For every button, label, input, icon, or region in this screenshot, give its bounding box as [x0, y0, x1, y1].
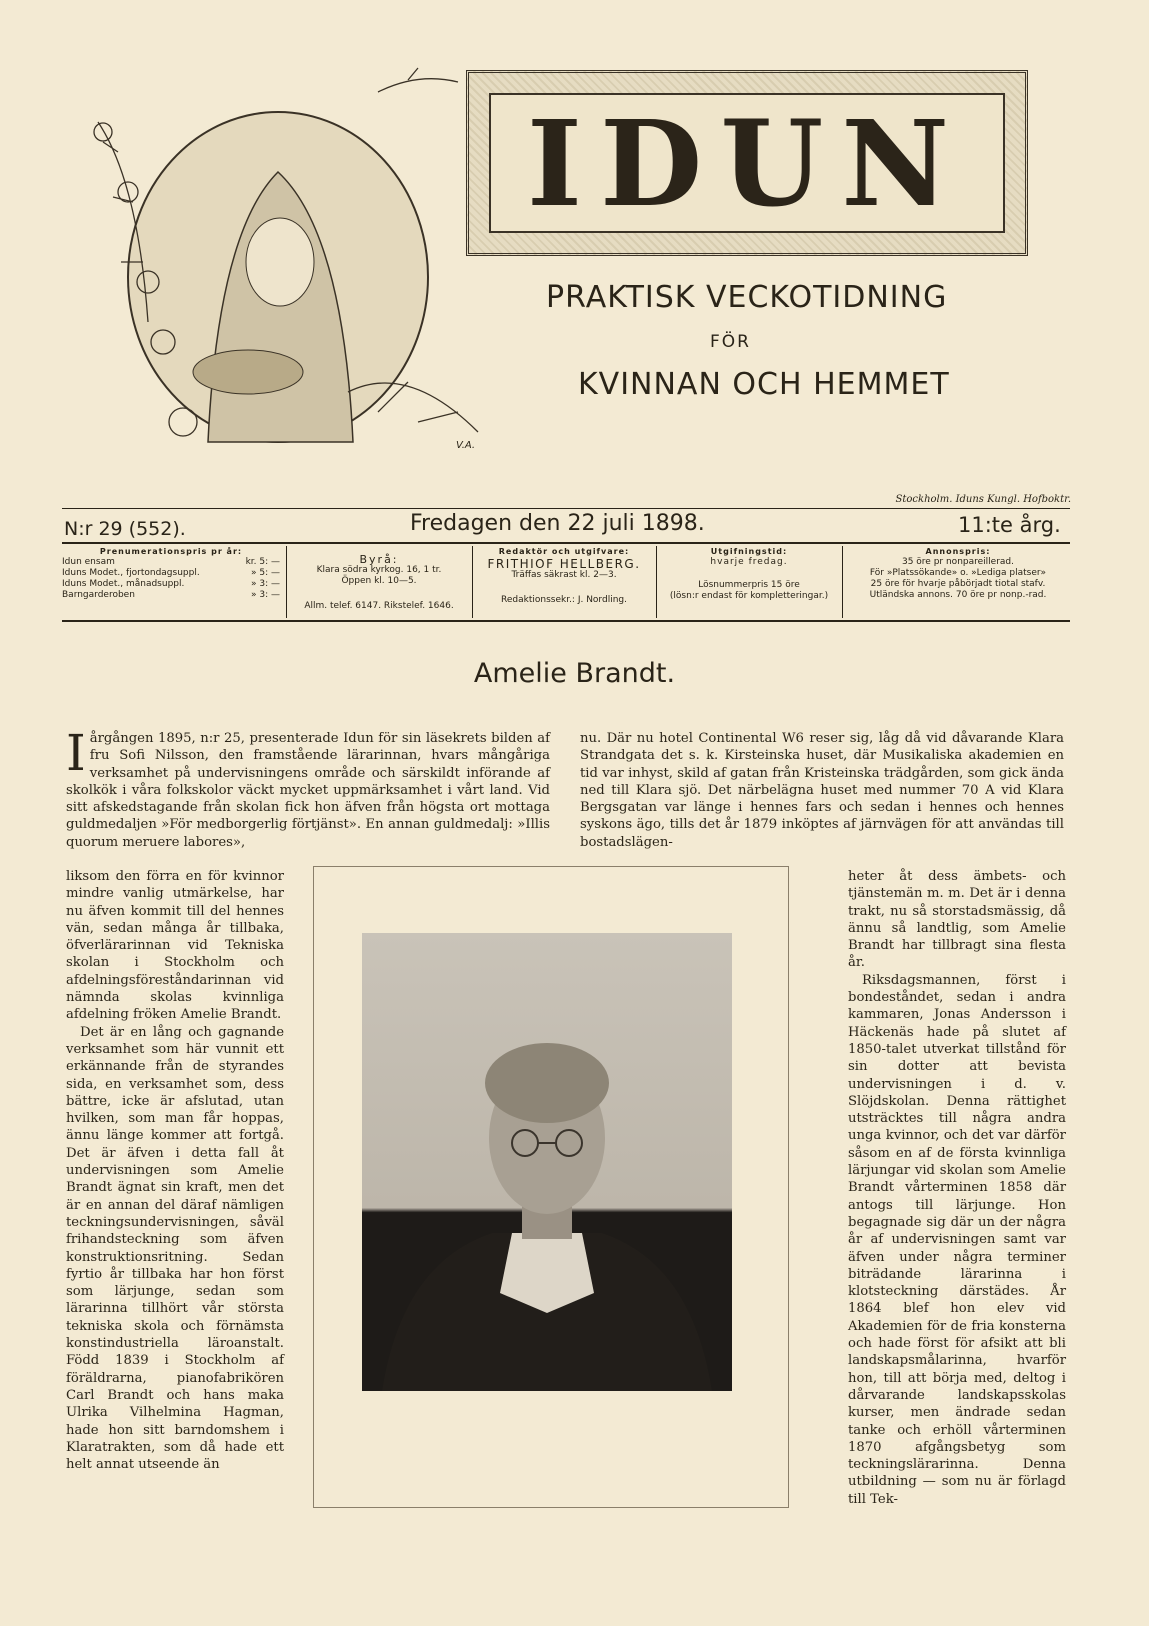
- price-row: Iduns Modet., fjortondagsuppl. » 5: —: [62, 568, 280, 578]
- paragraph: heter åt dess ämbets- och tjänstemän m. m. Det är i denna trakt, nu så storstadsmässig, då ännu så landtlig, som Amelie Brandt har tillbragt sina flesta år.: [848, 869, 1066, 971]
- article-title: Amelie Brandt.: [473, 658, 676, 689]
- issue-date: Fredagen den 22 juli 1898.: [410, 511, 705, 536]
- release-note: (lösn:r endast för kompletteringar.): [669, 591, 829, 601]
- office-hours: Öppen kl. 10—5.: [341, 576, 417, 586]
- logo-frame: [466, 70, 1028, 256]
- right-column-top: [580, 730, 1064, 851]
- portrait-photo: [362, 933, 732, 1391]
- ads-line: För »Platssökande» o. »Lediga platser»: [869, 568, 1047, 578]
- header-rule-bottom: [62, 620, 1070, 622]
- drop-cap: I: [66, 724, 86, 782]
- tagline-line2: KVINNAN OCH HEMMET: [578, 367, 950, 402]
- ads-box: [846, 546, 1070, 616]
- column-divider: [842, 546, 843, 618]
- prices-heading: Prenumerationspris pr år:: [99, 547, 243, 556]
- column-divider: [656, 546, 657, 618]
- column-divider: [472, 546, 473, 618]
- masthead: [78, 62, 1038, 502]
- editor-heading: Redaktör och utgifvare:: [498, 547, 630, 556]
- office-phone: Allm. telef. 6147. Rikstelef. 1646.: [304, 601, 454, 611]
- release-day: hvarje fredag.: [710, 557, 788, 567]
- office-box: [290, 546, 468, 616]
- ads-line: Utländska annons. 70 öre pr nonp.-rad.: [869, 590, 1047, 600]
- office-heading: Byrå:: [359, 553, 399, 566]
- paragraph: Riksdagsmannen, först i bondeståndet, sedan i andra kammaren, Jonas Andersson i Häckenäs hade på slutet af 1850-talet utverkat tillstånd för sin dotter att bevista undervisningen i d. v. Slöjdskolan. Denna rättighet utsträcktes till några andra unga kvinnor, och det var därför såsom en af de första kvinnliga lärjungar vid skolan som Amelie Brandt vårterminen 1858 där antogs till lärjunge. Hon begagnade sig där un der några år af undervisningen samt var äfven under några terminer biträdande lärarinna i klotsteckning därstädes. År 1864 blef hon elev vid Akademien för de fria konsterna och hade först för afsikt att bli landskapsmålarinna, hvarför hon, till att börja med, deltog i dårvarande landskapsskolas kurser, men ändrade sedan tanke och erhöll vårterminen 1870 afgångsbetyg som teckningslärarinna. Denna utbildning — som nu är förlagd till Tek-: [848, 972, 1066, 1507]
- paragraph: Det är en lång och gagnande verksamhet som här vunnit ett erkännande från de styrandes sida, en verksamhet som, dess bättre, icke är afslutad, utan hvilken, som man får hoppas, ännu länge kommer att fortgå. Det är äfven i detta fall åt undervisningen som Amelie Brandt ägnat sin kraft, men det är en annan del däraf nämligen teckningsundervisningen, såväl frihandsteckning som äfven konstruktionsritning. Sedan fyrtio år tillbaka har hon först som lärjunge, sedan som lärarinna tillhört vår största tekniska skola och förnämsta konstindustriella läroanstalt. Född 1839 i Stockholm af föräldrarna, pianofabrikören Carl Brandt och hans maka Ulrika Vilhelmina Hagman, hade hon sitt barndomshem i Klaratrakten, som då hade ett helt annat utseende än: [66, 1024, 284, 1473]
- ads-line: 35 öre pr nonpareillerad.: [901, 557, 1014, 567]
- editor-name: FRITHIOF HELLBERG.: [487, 557, 641, 571]
- fruit-bowl: [193, 350, 303, 394]
- logo: IDUN: [526, 93, 968, 233]
- issue-year: 11:te årg.: [958, 513, 1061, 537]
- price-row: Idun ensam kr. 5: —: [62, 557, 280, 567]
- ads-heading: Annonspris:: [925, 547, 991, 556]
- face: [246, 218, 314, 306]
- release-box: [660, 546, 838, 616]
- price-row: Iduns Modet., månadsuppl. » 3: —: [62, 579, 280, 589]
- masthead-illustration: [78, 62, 508, 482]
- printer-line: Stockholm. Iduns Kungl. Hofboktr.: [895, 494, 1071, 505]
- right-column: [848, 868, 1066, 1508]
- editor-box: [476, 546, 652, 616]
- left-column: [66, 868, 284, 1473]
- issue-number: N:r 29 (552).: [64, 518, 186, 540]
- editorial-secretary: Redaktionssekr.: J. Nordling.: [501, 595, 627, 605]
- article-intro: [66, 724, 550, 851]
- paragraph: nu. Där nu hotel Continental W6 reser sig, låg då vid dåvarande Klara Strandgata det s. k. Kirsteinska huset, där Musikaliska akademien en tid var inhyst, skild af gatan från Kristeinska trädgården, som gick ända ned till Klara sjö. Det närbelägna huset med nummer 70 A vid Klara Bergsgatan var länge i hennes fars och sedan i hennes och hennes syskons ägo, tills det år 1879 inköptes af järnvägen för att användas till bostadslägen-: [580, 731, 1064, 850]
- single-issue-price: Lösnummerpris 15 öre: [698, 580, 800, 590]
- paragraph: liksom den förra en för kvinnor mindre vanlig utmärkelse, har nu äfven kommit till del hennes vän, sedan många år tillbaka, öfverlärarinnan vid Tekniska skolan i Stockholm och afdelningsföreståndarinnan vid nämnda skolas kvinnliga afdelning fröken Amelie Brandt.: [66, 869, 284, 1023]
- header-rule-top: [62, 508, 1070, 509]
- price-row: Barngarderoben » 3: —: [62, 590, 280, 600]
- portrait-figure: [362, 933, 732, 1391]
- tagline-for: FÖR: [710, 332, 751, 352]
- column-divider: [286, 546, 287, 618]
- editor-hours: Träffas säkrast kl. 2—3.: [511, 570, 617, 580]
- tagline-line1: PRAKTISK VECKOTIDNING: [546, 280, 948, 315]
- office-address: Klara södra kyrkog. 16, 1 tr.: [316, 565, 442, 575]
- header-rule-middle: [62, 542, 1070, 544]
- intro-text: årgången 1895, n:r 25, presenterade Idun för sin läsekrets bilden af fru Sofi Nilsson, den framstående lärarinnan, hvars mångåriga verksamhet på undervisningens område och särskildt införande af skolkök i våra folkskolor väckt mycket uppmärksamhet i vårt land. Vid sitt afskedstagande från skolan fick hon äfven från högsta ort mottaga guldmedaljen »För medborgerlig förtjänst». En annan guldmedalj: »Illis quorum meruere labores»,: [66, 731, 550, 850]
- artist-mark: V.A.: [456, 440, 476, 451]
- portrait-frame: [313, 866, 789, 1508]
- release-heading: Utgifningstid:: [710, 547, 788, 556]
- ads-line: 25 öre för hvarje påbörjadt tiotal stafv.: [870, 579, 1046, 589]
- subscription-prices: [62, 546, 280, 616]
- hair: [485, 1043, 609, 1123]
